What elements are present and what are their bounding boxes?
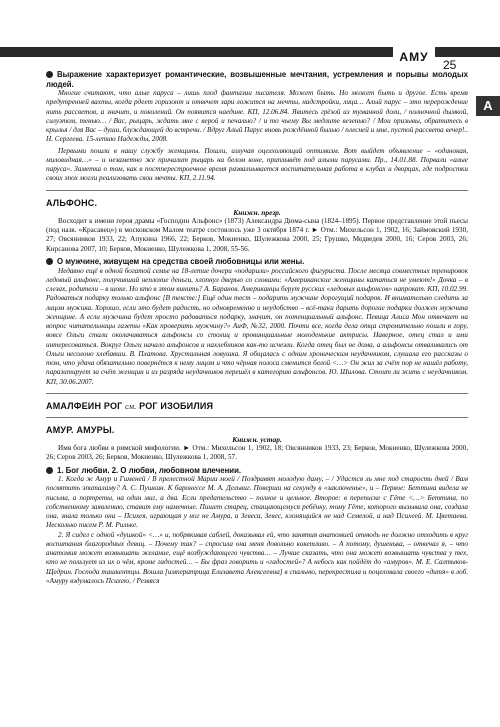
sense-definition	[46, 257, 468, 267]
entry-headword	[46, 401, 468, 411]
entry-headword: АМУР. АМУРЫ.	[46, 424, 115, 435]
thumb-index-tab: А	[476, 96, 500, 116]
running-head-word: АМУ	[399, 50, 429, 64]
headword-text: АМАЛФЕИН РОГ	[46, 400, 123, 411]
style-label: Книжн. презр.	[233, 207, 281, 217]
sense-definition	[46, 70, 468, 89]
bullet-icon	[46, 258, 53, 265]
cross-reference-target[interactable]: РОГ ИЗОБИЛИЯ	[139, 400, 214, 411]
entry-headword: АЛЬФОНС.	[46, 197, 98, 208]
sense-definition	[46, 466, 468, 476]
sense-text: 1. Бог любви. 2. О любви, любовном влечении.	[57, 465, 242, 475]
running-head	[393, 46, 435, 68]
sense-text: О мужчине, живущем на средства своей любовницы или жены.	[57, 256, 305, 266]
etymology-paragraph: Имя бога любви в римской мифологии. ► Отм.: Михельсон 1, 1902, 18; Овсянников 1933, 23; Берков, Мокиенко, Шулежкова 2000, 26; Серов 2003, 26; Берков, Мокиенко, Шулежкова 1, 2008, 57.	[46, 444, 468, 462]
bullet-icon	[46, 71, 53, 78]
dictionary-page	[46, 70, 468, 586]
cross-reference-label: см.	[125, 401, 137, 411]
citation-paragraph: Недавно ещё в одной богатой семье на 18-летие дочери «подарили» российского фигуриста. После месяца совместных тренировок ледовый альфонс, получивший неплохие деньги, хлопнул дверью со словами: «Американские женщины кататься не умеют!» Дочка – в слезах, родители – в шоке. Но кто в этом винить? А. Баранов. Американцы берут русских «ледовых альфонсов» напрокат. КП, 10.02.99. Радоваться подарку только альфонс [В тексте:] Ещё один тест – подарить мужчине дорогущий подарок. И внимательно следить за лицом мужика. Хорошо, если это будет радость, но одновременно и неудобство – всё-таки дарить дорогие подарки должен мужчина женщине. А если мужчина будет просто радоваться подарку, значит, он потенциальный альфонс. Певица Алиса Мон отвечает на вопрос читательницы газеты «Как проверить мужчину?» АиФ, №32, 2000. Почти все, когда дела отца стремительно пошли в гору, вовсе Ольги стали околачиваться альфонсы со столиц и провинциальные молоденькие актрисы. Наверное, отец стал и ими интересоваться. Вокруг Ольги начало альфонсов и нахлебников как-то исчезли. Когда отец был не дома, а альфонсы отваливались от Ольги несолоно хлебавши. В. Платова. Хрустальная ловушка. Я общалась с одним хроническим неудачником, слушала его рассказы о том, что удача обязательно повернётся к нему лицом и что чёрная полоса сменится белой <…> Он жил за счёт пор не нашёл работу, паразитирует за счёт женщин и из разряда неудачников перешёл в категорию альфонсов. Ю. Шилова. Стоит ли жить с неудачником. КП, 30.06.2007.	[46, 266, 468, 386]
citation-paragraph: Многие считают, что алые паруса – лишь плод фантазии писателя. Может быть. Но может быть и другое. Есть время предутренней вахты, когда рдеет горизонт и отвечет зари ложится на мечты, надстройки, лица… Алый парус – это перерождение нить рассветов, а значит, и поколений. Он появится наедине. КП, 12.06.84. Явитесь грёзой из туманной доли, / полночной дымкой, силуэтом, тенью… / Вас, рыцарь, ждать мне с верой и печалью? / и то чьему Вы медлите везенью? / Мои призывы, обратитесь в крылья / для Вас – души, блуждающей до встречи. / Вдруг Алый Парус вновь рождённой былью / плесней и мне, пустой рассвета вечер!.. Н. Сергеева. 15-летию Надежды, 2008.	[46, 89, 468, 144]
citation-paragraph: Первыми пошли в нашу службу женщины. Пошли, излучая оцелхоляющий оптимизм. Вот выйдет объявление – «одинокая, миловидная…» – и незаметно же причалит рыцарь на белом коне, приплывёт под алыми парусами. Пр., 14.01.88. Порвали «алые паруса». Заметка о том, как в постперестроечное время развалиывается воспитательная работа в клубах и дворцах, где подростки своих эпох могли реализовать свои мечты. КП, 2.11.94.	[46, 146, 468, 183]
entry-divider	[46, 190, 468, 191]
sense-text: Выражение характеризует романтические, возвышенные мечтания, устремления и порывы молодых людей.	[46, 70, 468, 89]
etymology-paragraph: Восходит к имени героя драмы «Господин Альфонс» (1873) Александра Дюма-сына (1824–1895). Первое представление этой пьесы (под назв. «Красавец») в московском Малом театре состоялось уже 3 октября 1874 г. ► Отм.: Михельсон 1, 1902, 16; Займовский 1930, 27; Овсянников 1933, 22; Апукина 1966, 22; Берков, Мокиенко, Шулежкова 2000, 25; Грушко, Медведев 2000, 16; Серов 2003, 26; Кирсанова 2007, 10; Берков, Мокиенко, Шулежкова 1, 2008, 55-56.	[46, 216, 468, 253]
citation-paragraph: 1. Когда ж Амур и Гименей / В прелестной Марии моей / Поздравят молодую даму, – / Удастся ль мне под старость дней / Вам посвятить эпиталаму? А. С. Пушкин. К баронессе М. А. Дельвиг. Поверши на секунду в «заключенье», и – Первое: Беттина видела не письма, а портреты, на один миг, а два. Если предательство – полное и цельное. Второе: в переписке с Гёте <…> Беттина, по собственному заявлению, ставит ему намечные. Пишет старец, стащающемуся ребёнку, тому Гёте, которого вызывала она, создала она, знала только она – Психея, играющая у ног не Амура, а Зевеса, Зевес, клонящийся не над Семелой, а над Психеей. М. Цветаева. Несколько писем Р. М. Рильке.	[46, 475, 468, 530]
citation-paragraph: 2. Я сидел с одной «душкой» <…» и, побрякивая саблей, доказывал ей, что занятия анатомией отнюдь не должно отходить в круг воспитания благородных девиц. – Почему так? – спросила она меня довольно кокетливо. – А потому, душенька, – отвечал я, – что анатомия может возвышать желание, ещё возбуждающего чувства… – Лучше сказать, что она может возвышать чувства у тех, кто не пользует из их о чём, кроме гадостей… – Бы фраз говорить и «гадостей»? А небось как пойдёт до «амуров». М. Е. Салтыков-Щедрин. Господа ташкентцы. Вошла [императрица Елизавета Алексеевна] в спальню, перекрестила и поцеловала своего «дитя» в лоб. «Амуру вздумалось Психею, / Резвяся	[46, 530, 468, 585]
entry-divider	[46, 417, 468, 418]
bullet-icon	[46, 467, 53, 474]
entry-divider	[46, 393, 468, 394]
page-number: 25	[443, 58, 457, 72]
style-label: Книжн. устар.	[232, 434, 282, 444]
